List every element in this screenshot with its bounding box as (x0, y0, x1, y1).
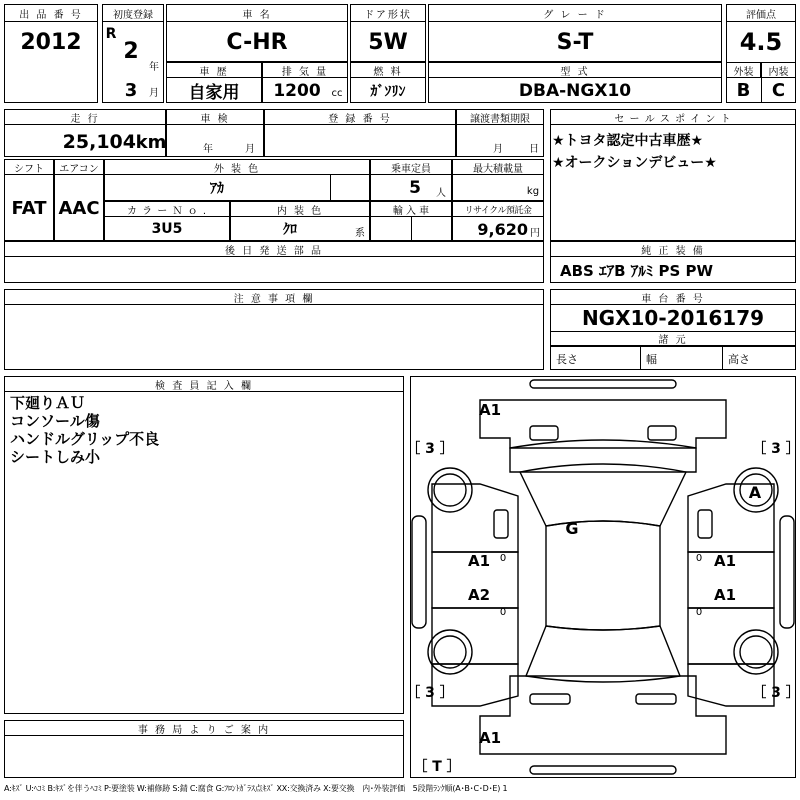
score-value: 4.5 (739, 28, 783, 56)
recycle-label: リサイクル預託金 (452, 201, 544, 217)
grade-label: グ レ ー ド (428, 4, 722, 22)
car-name: C-HR (226, 29, 288, 55)
chassis-value: NGX10-2016179 (581, 306, 765, 330)
fuel-label: 燃 料 (350, 62, 426, 78)
first-reg-year: 2 (123, 38, 139, 64)
rear-window (526, 626, 680, 682)
capacity-value: 5 (409, 178, 421, 198)
mark-windshield-g: G (565, 518, 579, 538)
mark-rear-a1: A1 (478, 729, 502, 747)
grade-value: S-T (556, 29, 594, 55)
first-reg-year-unit: 年 (149, 61, 159, 73)
sales-point-2: ★オークションデビュー★ (552, 155, 717, 171)
bonnet (510, 440, 696, 472)
score-label: 評価点 (726, 4, 796, 22)
displacement-unit: cc (331, 87, 343, 99)
rear-bumper-bar (530, 766, 676, 774)
transfer-docs-day-unit: 日 (529, 143, 539, 155)
wheel-rear-right-inner (740, 636, 772, 668)
inspector-line-2: コンソール傷 (10, 411, 100, 430)
int-color-unit: 系 (355, 227, 365, 239)
displacement-label: 排 気 量 (262, 62, 348, 78)
mark-front-right-wheel-a: A (748, 482, 762, 502)
interior-grade: C (771, 80, 786, 101)
mark-left-front-zero: 0 (499, 552, 507, 564)
car-diagram (406, 376, 800, 778)
exterior-grade: B (736, 80, 751, 101)
first-reg-month: 3 (124, 79, 138, 101)
mark-rear-left-bracket: ［ 3 ］ (406, 685, 454, 701)
mark-rear-right-bracket: ［ 3 ］ (752, 685, 800, 701)
mark-left-rear-zero: 0 (499, 606, 507, 618)
inspector-line-4: シートしみ小 (10, 447, 101, 466)
sales-points-label: セ ー ル ス ポ イ ン ト (550, 109, 796, 125)
inspection-year-unit: 年 (203, 143, 213, 155)
dimensions-divider-2 (722, 346, 723, 370)
sales-points-cell (550, 109, 796, 241)
import-label: 輸 入 車 (370, 201, 452, 217)
wheel-rear-left-inner (434, 636, 466, 668)
dimensions-height: 高さ (728, 353, 750, 366)
history-value: 自家用 (188, 83, 240, 103)
max-load-label: 最大積載量 (452, 159, 544, 175)
door-value: 5W (368, 29, 408, 55)
mirror-right (698, 510, 712, 538)
mark-right-rear-zero: 0 (695, 606, 703, 618)
color-no-value: 3U5 (151, 221, 183, 237)
lot-label: 出 品 番 号 (4, 4, 98, 22)
mark-front-right-bracket: ［ 3 ］ (752, 441, 800, 457)
rear-body (480, 676, 726, 754)
shift-value: FAT (11, 197, 47, 219)
import-divider (411, 217, 412, 241)
exterior-grade-label: 外装 (726, 62, 761, 78)
mark-front-a1: A1 (478, 401, 502, 419)
later-parts-label: 後 日 発 送 部 品 (4, 241, 544, 257)
wheel-front-left-inner (434, 474, 466, 506)
taillight-left (530, 694, 570, 704)
right-sill (780, 516, 794, 628)
max-load-unit: kg (526, 185, 540, 197)
capacity-unit: 人 (436, 187, 446, 199)
left-front-fender (432, 484, 518, 552)
recycle-unit: 円 (530, 227, 540, 239)
notes-label: 注 意 事 項 欄 (4, 289, 544, 305)
model-code-label: 型 式 (428, 62, 722, 78)
headlight-right (648, 426, 676, 440)
aircon-label: エアコン (54, 159, 104, 175)
capacity-label: 乗車定員 (370, 159, 452, 175)
first-reg-era: R (105, 26, 117, 42)
mark-left-rear-door: A2 (467, 586, 491, 604)
transfer-docs-label: 譲渡書類期限 (456, 109, 544, 125)
mark-left-front-door: A1 (467, 552, 491, 570)
first-reg-label: 初度登録 (102, 4, 164, 22)
lot-number: 2012 (20, 29, 82, 55)
transfer-docs-month-unit: 月 (493, 143, 503, 155)
color-no-label: カ ラ ー Ｎ ｏ . (104, 201, 230, 217)
mark-right-front-door: A1 (713, 552, 737, 570)
headlight-left (530, 426, 558, 440)
mirror-left (494, 510, 508, 538)
aircon-value: AAC (58, 197, 100, 219)
mark-right-front-zero: 0 (695, 552, 703, 564)
inspection-month-unit: 月 (245, 143, 255, 155)
history-label: 車 歴 (166, 62, 262, 78)
mark-right-rear-door: A1 (713, 586, 737, 604)
mileage-unit: km (135, 131, 167, 153)
legend: A:ｷｽﾞ U:ﾍｺﾐ B:ｷｽﾞを伴うﾍｺﾐ P:要塗装 W:補修跡 S:錆 C:腐食 G:ﾌﾛﾝﾄｶﾞﾗｽ点ｷｽﾞ XX:交換済み X:要交換 内･外装評価 5段階ﾗﾝｸ順(A･B･C･D･E) 1 (4, 783, 508, 793)
office-label: 事 務 局 よ り ご 案 内 (4, 720, 404, 736)
inspection-label: 車 検 (166, 109, 264, 125)
inspector-label: 検 査 員 記 入 欄 (4, 376, 404, 392)
mark-front-left-bracket: ［ 3 ］ (406, 441, 454, 457)
dimensions-width: 幅 (646, 353, 657, 366)
first-reg-month-unit: 月 (149, 87, 159, 99)
displacement-value: 1200 (273, 80, 321, 101)
ext-color-label: 外 装 色 (104, 159, 370, 175)
door-label: ドア形状 (350, 4, 426, 22)
dimensions-label: 諸 元 (550, 331, 796, 346)
sales-point-1: ★トヨタ認定中古車歴★ (552, 133, 704, 149)
fuel-value: ｶﾞｿﾘﾝ (370, 83, 406, 100)
int-color-value: ｸﾛ (283, 222, 297, 238)
dimensions-length: 長さ (556, 353, 578, 366)
dimensions-divider-1 (640, 346, 641, 370)
hood-front (480, 400, 726, 448)
windshield (520, 464, 686, 526)
inspector-line-3: ハンドルグリップ不良 (10, 429, 160, 448)
mileage-value: 25,104 (62, 131, 136, 153)
front-bumper-bar (530, 380, 676, 388)
equipment-label: 純 正 装 備 (550, 241, 796, 257)
mileage-label: 走 行 (4, 109, 166, 125)
left-sill (412, 516, 426, 628)
equipment-value: ABS ｴｱB ｱﾙﾐ PS PW (560, 261, 714, 280)
inspector-line-1: 下廻りＡＵ (10, 393, 86, 412)
ext-color-divider (330, 175, 331, 201)
model-code-value: DBA-NGX10 (518, 80, 632, 101)
shift-label: シフト (4, 159, 54, 175)
recycle-value: 9,620 (477, 219, 528, 239)
ext-color-value: ｱｶ (210, 181, 224, 197)
int-color-label: 内 装 色 (230, 201, 370, 217)
chassis-label: 車 台 番 号 (550, 289, 796, 305)
mark-rear-t-bracket: ［ T ］ (413, 759, 461, 775)
car-name-label: 車 名 (166, 4, 348, 22)
interior-grade-label: 内装 (761, 62, 796, 78)
taillight-right (636, 694, 676, 704)
registration-label: 登 録 番 号 (264, 109, 456, 125)
